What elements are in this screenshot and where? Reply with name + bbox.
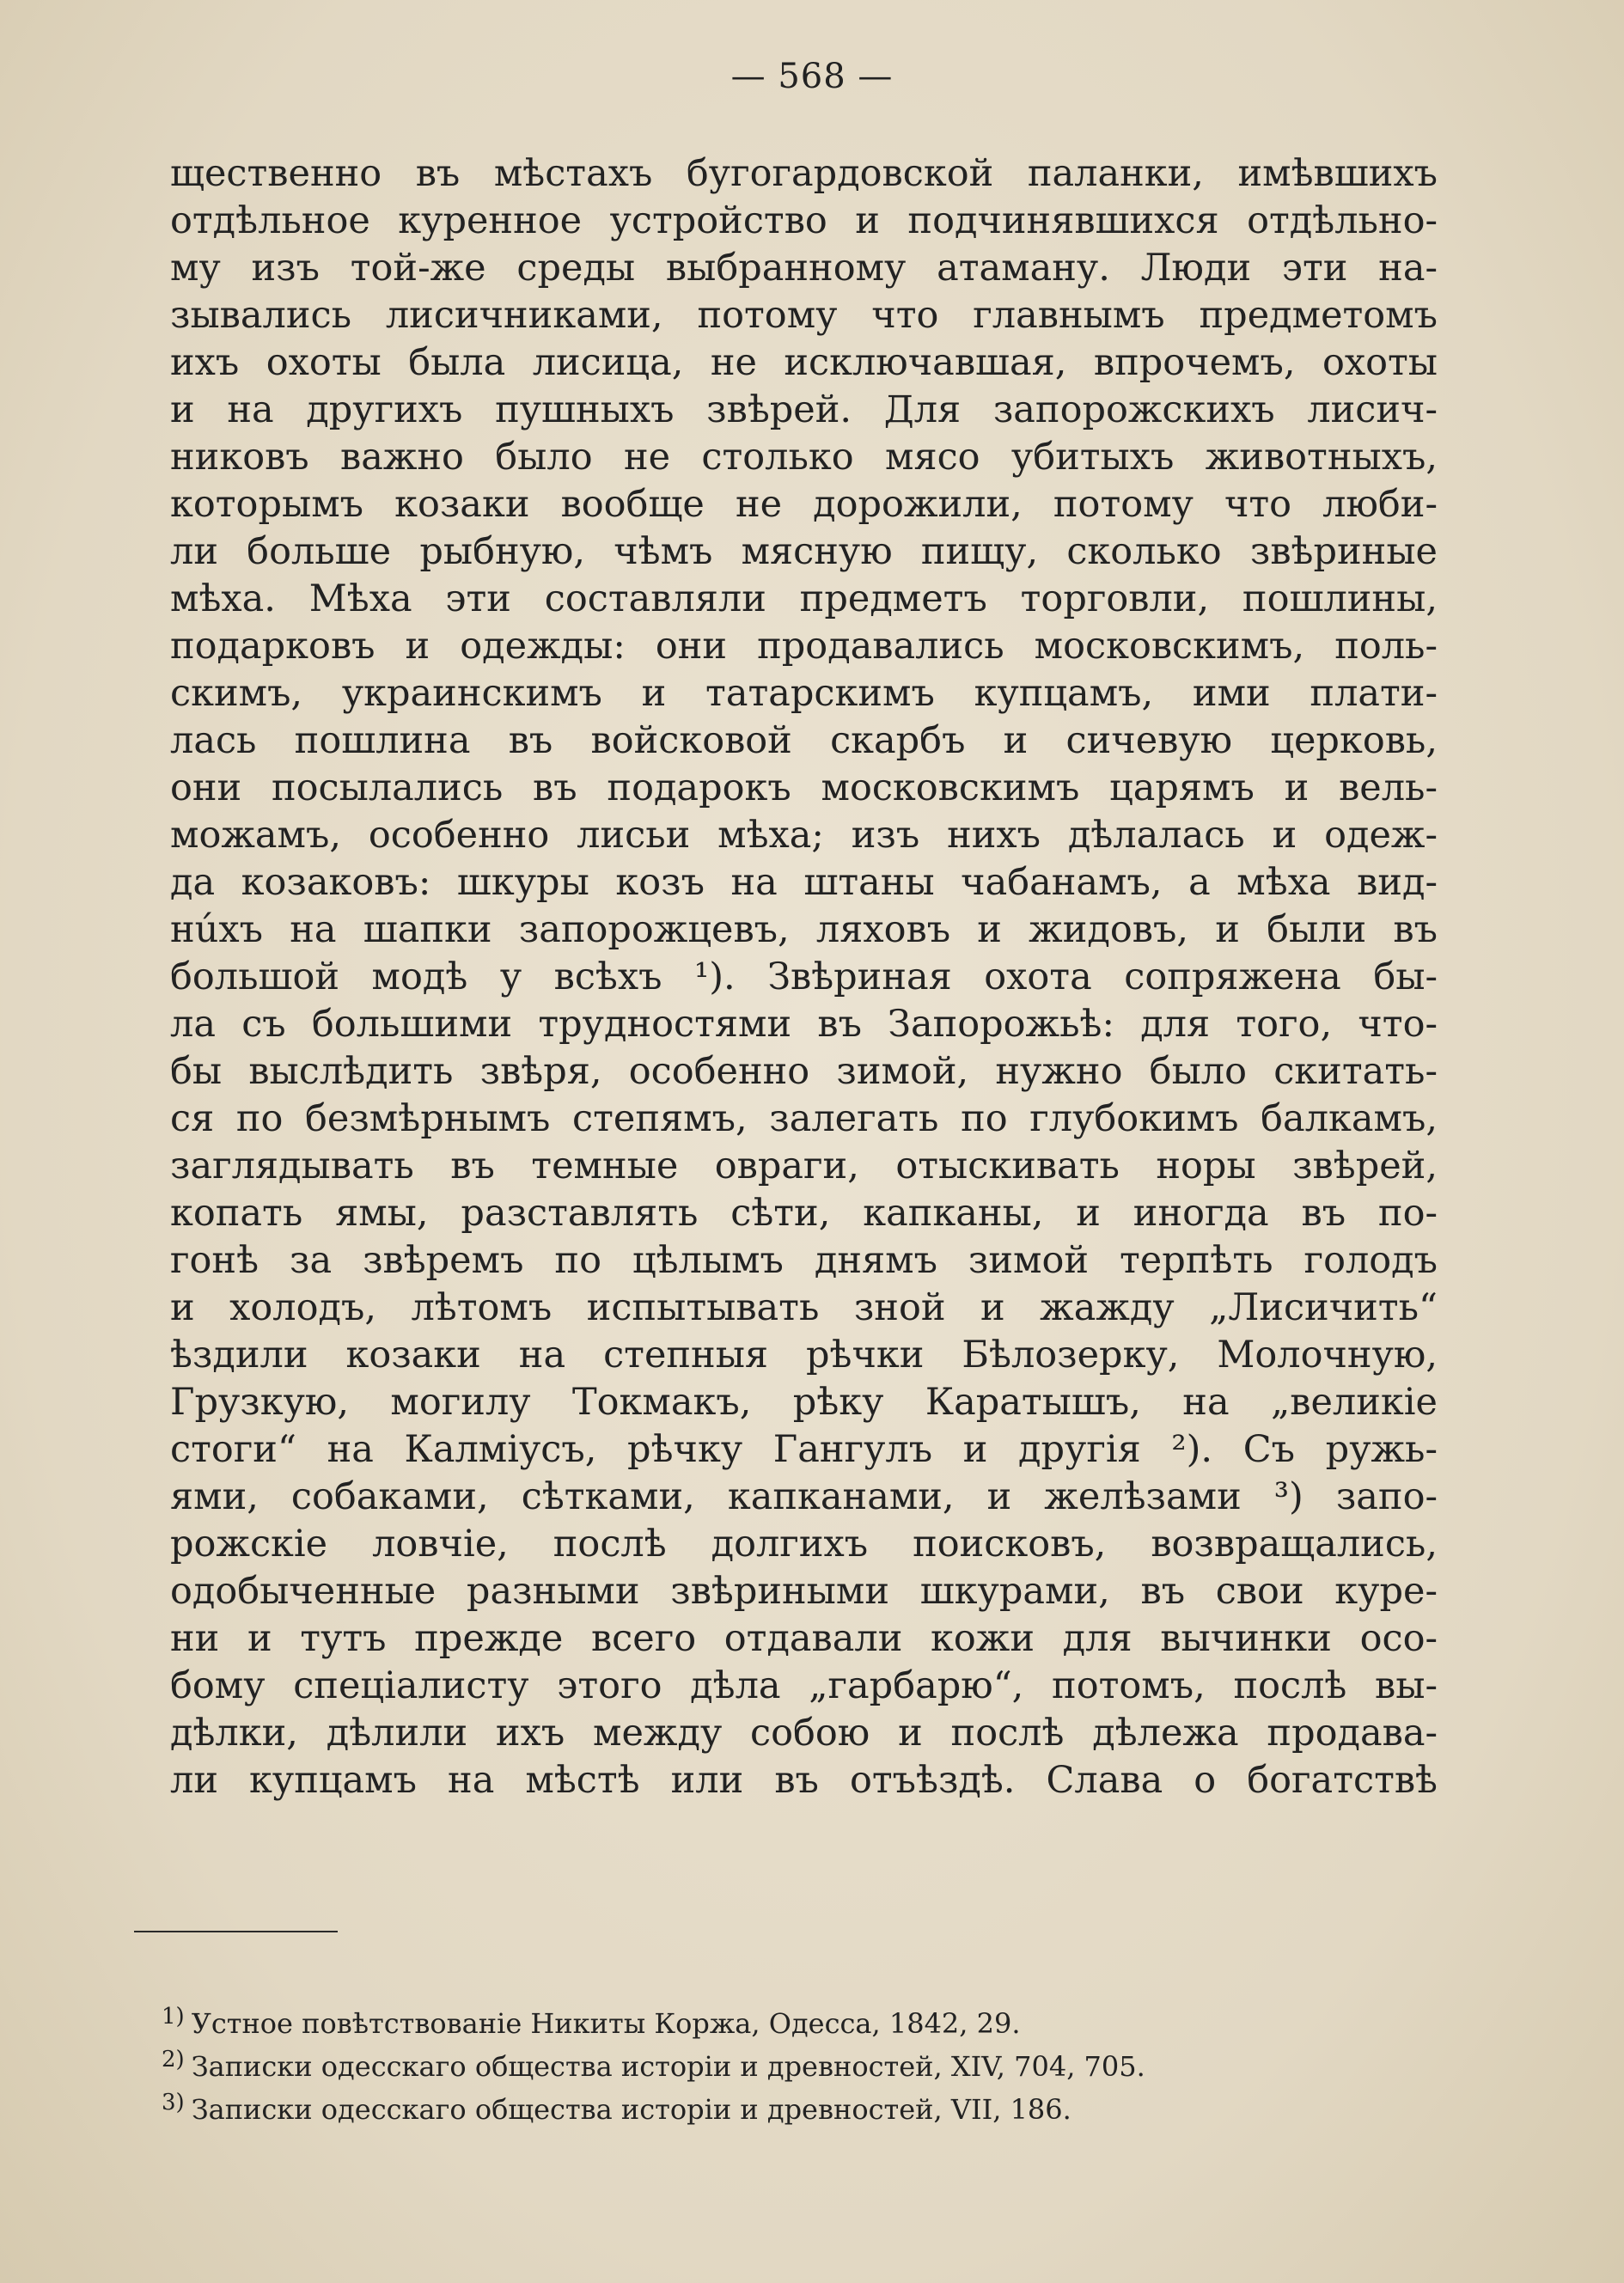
- text-line: можамъ, особенно лисьи мѣха; изъ нихъ дѣлалась и одеж-: [170, 814, 1438, 857]
- text-line: да козаковъ: шкуры козъ на штаны чабанамъ, а мѣха вид-: [170, 861, 1438, 904]
- text-line: заглядывать въ темные овраги, отыскивать норы звѣрей,: [170, 1145, 1438, 1187]
- text-line: гонѣ за звѣремъ по цѣлымъ днямъ зимой терпѣть голодъ: [170, 1239, 1438, 1282]
- text-line: бы выслѣдить звѣря, особенно зимой, нужно было скитать-: [170, 1050, 1438, 1093]
- text-line: ся по безмѣрнымъ степямъ, залегать по глубокимъ балкамъ,: [170, 1097, 1438, 1140]
- footnote-text: Записки одесскаго общества исторіи и древностей, VII, 186.: [191, 2093, 1071, 2126]
- footnote-text: Записки одесскаго общества исторіи и древностей, XIV, 704, 705.: [191, 2050, 1145, 2083]
- footnote: [162, 2045, 1365, 2088]
- text-line: му изъ той-же среды выбранному атаману. Люди эти на-: [170, 247, 1438, 290]
- footnote-text: Устное повѣтствованіе Никиты Коржа, Одесса, 1842, 29.: [191, 2007, 1021, 2040]
- body-text: [170, 150, 1438, 1804]
- footnote: [162, 2088, 1365, 2131]
- text-line: дѣлки, дѣлили ихъ между собою и послѣ дѣлежа продава-: [170, 1712, 1438, 1755]
- text-line: бому спеціалисту этого дѣла „гарбарю“, потомъ, послѣ вы-: [170, 1664, 1438, 1707]
- text-line: рожскіе ловчіе, послѣ долгихъ поисковъ, возвращались,: [170, 1523, 1438, 1566]
- text-line: которымъ козаки вообще не дорожили, потому что люби-: [170, 483, 1438, 526]
- footnote-mark: 3): [162, 2090, 185, 2115]
- text-line: лась пошлина въ войсковой скарбъ и сичевую церковь,: [170, 719, 1438, 762]
- text-line: скимъ, украинскимъ и татарскимъ купцамъ, ими плати-: [170, 672, 1438, 715]
- text-line: стоги“ на Калміусъ, рѣчку Гангулъ и другія ²). Съ ружь-: [170, 1428, 1438, 1471]
- text-line: ѣздили козаки на степныя рѣчки Бѣлозерку, Молочную,: [170, 1334, 1438, 1377]
- text-line: ни и тутъ прежде всего отдавали кожи для вычинки осо-: [170, 1617, 1438, 1660]
- text-line: Грузкую, могилу Токмакъ, рѣку Каратышъ, на „великіе: [170, 1381, 1438, 1424]
- text-line: и холодъ, лѣтомъ испытывать зной и жажду „Лисичить“: [170, 1286, 1438, 1329]
- text-line: большой модѣ у всѣхъ ¹). Звѣриная охота сопряжена бы-: [170, 955, 1438, 998]
- footnote-mark: 1): [162, 2004, 185, 2030]
- text-line: отдѣльное куренное устройство и подчинявшихся отдѣльно-: [170, 199, 1438, 242]
- text-line: ихъ охоты была лисица, не исключавшая, впрочемъ, охоты: [170, 341, 1438, 384]
- footnote-separator: [134, 1931, 338, 1932]
- text-line: подарковъ и одежды: они продавались московскимъ, поль-: [170, 625, 1438, 668]
- text-line: они посылались въ подарокъ московскимъ царямъ и вель-: [170, 766, 1438, 809]
- footnote-mark: 2): [162, 2047, 185, 2072]
- text-line: ла съ большими трудностями въ Запорожьѣ: для того, что-: [170, 1003, 1438, 1046]
- text-line: ли больше рыбную, чѣмъ мясную пищу, сколько звѣриные: [170, 530, 1438, 573]
- text-line: одобыченные разными звѣриными шкурами, въ свои куре-: [170, 1570, 1438, 1613]
- text-line: ли купцамъ на мѣстѣ или въ отъѣздѣ. Слава о богатствѣ: [170, 1759, 1438, 1802]
- text-line: и на другихъ пушныхъ звѣрей. Для запорожскихъ лисич-: [170, 388, 1438, 431]
- text-line: щественно въ мѣстахъ бугогардовской паланки, имѣвшихъ: [170, 152, 1438, 195]
- text-line: копать ямы, разставлять сѣти, капканы, и иногда въ по-: [170, 1192, 1438, 1235]
- text-line: зывались лисичниками, потому что главнымъ предметомъ: [170, 294, 1438, 337]
- text-line: ями, собаками, сѣтками, капканами, и желѣзами ³) запо-: [170, 1475, 1438, 1518]
- footnote: [162, 2002, 1365, 2045]
- text-line: никовъ важно было не столько мясо убитыхъ животныхъ,: [170, 436, 1438, 479]
- footnotes: [162, 2002, 1365, 2131]
- page-number: — 568 —: [730, 57, 894, 96]
- text-line: мѣха. Мѣха эти составляли предметъ торговли, пошлины,: [170, 577, 1438, 620]
- text-line: нúхъ на шапки запорожцевъ, ляховъ и жидовъ, и были въ: [170, 908, 1438, 951]
